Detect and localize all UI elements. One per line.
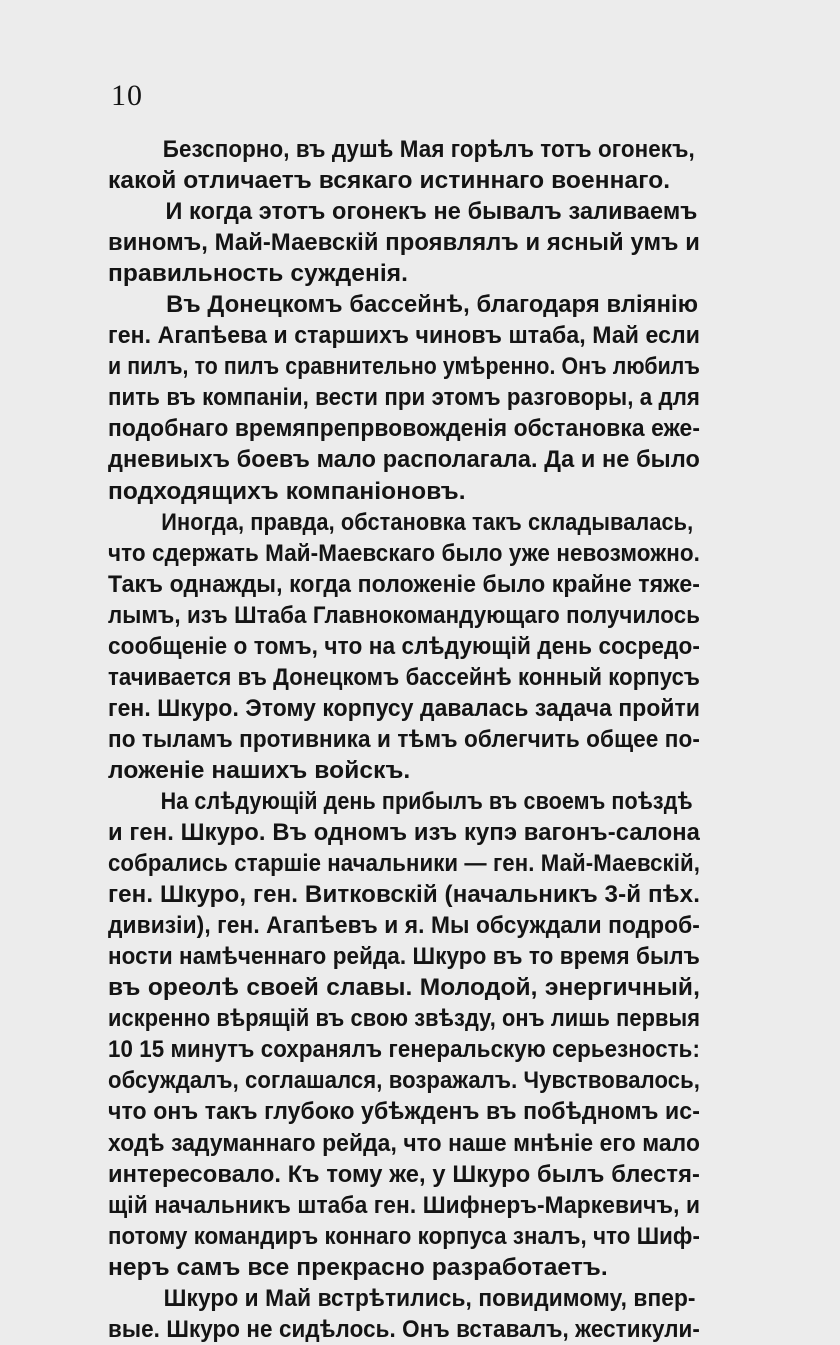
text-line: интересовало. Къ тому же, у Шкуро былъ блестя- bbox=[108, 1160, 700, 1188]
text-line: дневиыхъ боевъ мало располагала. Да и не было bbox=[108, 446, 700, 474]
text-line: ходѣ задуманнаго рейда, что наше мнѣніе его мало bbox=[108, 1129, 700, 1157]
text-line: ложеніе нашихъ войскъ. bbox=[108, 756, 411, 784]
text-line: и ген. Шкуро. Въ одномъ изъ купэ вагонъ-салона bbox=[108, 819, 701, 847]
page-number: 10 bbox=[111, 79, 143, 112]
text-line: 10 15 минутъ сохранялъ генеральскую серьезность: bbox=[108, 1036, 700, 1064]
text-line: На слѣдующій день прибылъ въ своемъ поѣздѣ bbox=[160, 787, 693, 815]
text-line: и пилъ, то пилъ сравнительно умѣренно. Онъ любилъ bbox=[108, 353, 701, 381]
text-line: ген. Шкуро. Этому корпусу давалась задача пройти bbox=[108, 694, 700, 722]
text-line: пить въ компаніи, вести при этомъ разговоры, а для bbox=[108, 384, 701, 412]
text-line: лымъ, изъ Штаба Главнокомандующаго получилось bbox=[108, 601, 701, 629]
text-line: виномъ, Май-Маевскій проявлялъ и ясный умъ и bbox=[108, 229, 700, 257]
text-line: подобнаго времяпрепрвовожденія обстановка еже- bbox=[108, 415, 701, 443]
text-line: ген. Агапѣева и старшихъ чиновъ штаба, Май если bbox=[108, 322, 701, 350]
text-line: обсуждалъ, соглашался, возражалъ. Чувствовалось, bbox=[108, 1067, 701, 1095]
text-line: что онъ такъ глубоко убѣжденъ въ побѣдномъ ис- bbox=[108, 1098, 700, 1126]
text-line: ности намѣченнаго рейда. Шкуро въ то время былъ bbox=[108, 943, 701, 971]
text-line: Иногда, правда, обстановка такъ складывалась, bbox=[161, 508, 694, 536]
text-line: въ ореолѣ своей славы. Молодой, энергичный, bbox=[108, 974, 700, 1002]
text-line: неръ самъ все прекрасно разработаетъ. bbox=[108, 1253, 608, 1281]
text-line: собрались старшіе начальники — ген. Май-Маевскій, bbox=[108, 850, 701, 878]
text-line: по тыламъ противника и тѣмъ облегчить общее по- bbox=[108, 725, 700, 753]
text-line: Такъ однажды, когда положеніе было крайне тяже- bbox=[108, 570, 701, 598]
text-line: сообщеніе о томъ, что на слѣдующій день сосредо- bbox=[108, 632, 700, 660]
text-line: какой отличаетъ всякаго истиннаго военнаго. bbox=[108, 167, 671, 195]
text-line: щій начальникъ штаба ген. Шифнеръ-Маркевичъ, и bbox=[108, 1191, 701, 1219]
text-line: искренно вѣрящій въ свою звѣзду, онъ лишь первыя bbox=[108, 1005, 701, 1033]
text-line: И когда этотъ огонекъ не бывалъ заливаемъ bbox=[165, 198, 698, 226]
text-line: правильность сужденія. bbox=[108, 260, 409, 288]
body-text bbox=[108, 134, 700, 1345]
text-line: подходящихъ компаніоновъ. bbox=[108, 477, 466, 505]
text-line: ген. Шкуро, ген. Витковскій (начальникъ 3-й пѣх. bbox=[108, 881, 701, 909]
text-line: потому командиръ коннаго корпуса зналъ, что Шиф- bbox=[108, 1222, 700, 1250]
text-line: Въ Донецкомъ бассейнѣ, благодаря вліянію bbox=[166, 291, 699, 319]
text-line: тачивается въ Донецкомъ бассейнѣ конный корпусъ bbox=[108, 663, 700, 691]
text-line: вые. Шкуро не сидѣлось. Онъ вставалъ, жестикули- bbox=[108, 1315, 700, 1343]
text-line: дивизіи), ген. Агапѣевъ и я. Мы обсуждали подроб- bbox=[108, 912, 700, 940]
text-line: что сдержать Май-Маевскаго было уже невозможно. bbox=[108, 539, 700, 567]
text-line: Безспорно, въ душѣ Мая горѣлъ тотъ огонекъ, bbox=[162, 136, 695, 163]
text-line: Шкуро и Май встрѣтились, повидимому, впер- bbox=[163, 1284, 696, 1312]
